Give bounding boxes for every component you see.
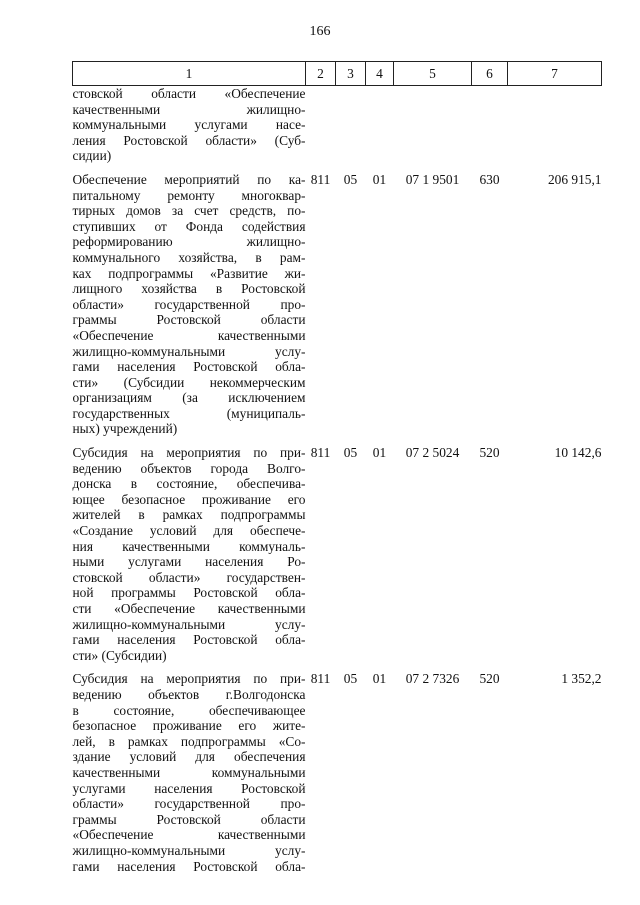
column-header: 6 [472,62,508,86]
column-header: 7 [508,62,602,86]
target-article-cell [394,86,472,164]
subsection-code-cell [366,86,394,164]
description-line: гами населения Ростовской обла- [72,632,306,648]
description-line: услугами населения Ростовской [72,780,306,796]
description-line: стовской области «Обеспечение [72,86,306,101]
description-line: организациям (за исключением [72,390,306,406]
description-line: области» государственной про- [72,796,306,812]
spacer-cell [73,437,602,445]
description-line: Субсидия на мероприятия по при- [72,671,306,687]
description-line: области» государственной про- [72,296,306,312]
description-line: «Обеспечение качественными [72,327,306,343]
description-line: сти «Обеспечение качественными [72,601,306,616]
description-line: жилищно-коммунальными услу- [72,343,306,359]
description-line: лей, в рамках подпрограммы «Со- [72,733,306,749]
description-line: ках подпрограммы «Развитие жи- [72,265,306,281]
budget-table [72,61,602,874]
description-line: сидии) [72,148,112,164]
ministry-code-cell: 811 [310,671,331,687]
table-row [73,445,602,663]
spacer-cell [73,164,602,172]
amount-cell: 206 915,1 [547,171,602,187]
section-code-cell: 05 [343,171,358,187]
amount-cell: 10 142,6 [554,445,602,461]
description-line: донска в состояние, обеспечива- [72,476,306,492]
table-row [73,671,602,874]
column-header: 2 [306,62,336,86]
subsection-code-cell: 01 [372,445,387,461]
description-line: ступивших от Фонда содействия [72,218,306,234]
page-number: 166 [309,24,331,39]
amount-cell: 1 352,2 [561,671,602,687]
row-description [73,445,306,663]
description-line: Обеспечение мероприятий по ка- [72,171,306,187]
description-line: Субсидия на мероприятия по при- [72,445,306,461]
column-header: 3 [336,62,366,86]
description-line: стовской области» государствен- [72,569,306,585]
expense-type-cell: 630 [479,171,500,187]
expense-type-cell: 520 [479,445,500,461]
section-code-cell: 05 [343,445,358,461]
subsection-code-cell: 01 [372,671,387,687]
description-line: сти» (Субсидии некоммерческим [72,374,306,390]
description-line: жителей в рамках подпрограммы [72,507,306,523]
row-description [73,671,306,874]
column-header: 1 [73,62,306,86]
row-description [73,172,306,437]
ministry-code-cell [306,86,336,164]
description-line: государственных (муниципаль- [72,405,306,421]
row-spacer [73,164,602,172]
description-line: здание условий для обеспечения [72,749,306,765]
description-line: ведению объектов города Волго- [72,460,306,476]
ministry-code-cell: 811 [310,445,331,461]
description-line: ных) учреждений) [72,421,178,437]
description-line: ной программы Ростовской обла- [72,585,306,601]
section-code-cell: 05 [343,671,358,687]
description-line: коммунального хозяйства, в рам- [72,249,306,265]
description-line: гами населения Ростовской обла- [72,858,306,874]
row-spacer [73,437,602,445]
target-article-cell: 07 2 5024 [405,445,460,461]
target-article-cell: 07 2 7326 [405,671,460,687]
subsection-code-cell: 01 [372,171,387,187]
description-line: граммы Ростовской области [72,312,306,328]
table-row [73,86,602,164]
spacer-cell [73,663,602,671]
expense-type-cell [472,86,508,164]
target-article-cell: 07 1 9501 [405,171,460,187]
description-line: коммунальными услугами насе- [72,117,306,133]
description-line: гами населения Ростовской обла- [72,359,306,375]
description-line: лищного хозяйства в Ростовской [72,281,306,297]
column-header: 5 [394,62,472,86]
description-line: качественными жилищно- [72,101,306,117]
description-line: в состояние, обеспечивающее [72,702,306,718]
ministry-code-cell: 811 [310,171,331,187]
row-spacer [73,663,602,671]
description-line: ными услугами населения Ро- [72,554,306,570]
description-line: тирных домов за счет средств, по- [72,203,306,219]
section-code-cell [336,86,366,164]
table-header-row [73,62,602,86]
description-line: граммы Ростовской области [72,811,306,827]
description-line: ведению объектов г.Волгодонска [72,686,306,702]
description-line: сти» (Субсидии) [72,647,167,663]
description-line: качественными коммунальными [72,764,306,780]
description-line: жилищно-коммунальными услу- [72,616,306,632]
amount-cell [508,86,602,164]
description-line: жилищно-коммунальными услу- [72,842,306,858]
column-header: 4 [366,62,394,86]
description-line: безопасное проживание его жите- [72,718,306,734]
description-line: ления Ростовской области» (Суб- [72,132,306,148]
row-description [73,86,306,164]
expense-type-cell: 520 [479,671,500,687]
description-line: питальному ремонту многоквар- [72,187,306,203]
description-line: ющее безопасное проживание его [72,491,306,507]
description-line: «Обеспечение качественными [72,827,306,843]
description-line: реформированию жилищно- [72,234,306,250]
description-line: «Создание условий для обеспече- [72,523,306,539]
table-row [73,172,602,437]
description-line: ния качественными коммуналь- [72,538,306,554]
